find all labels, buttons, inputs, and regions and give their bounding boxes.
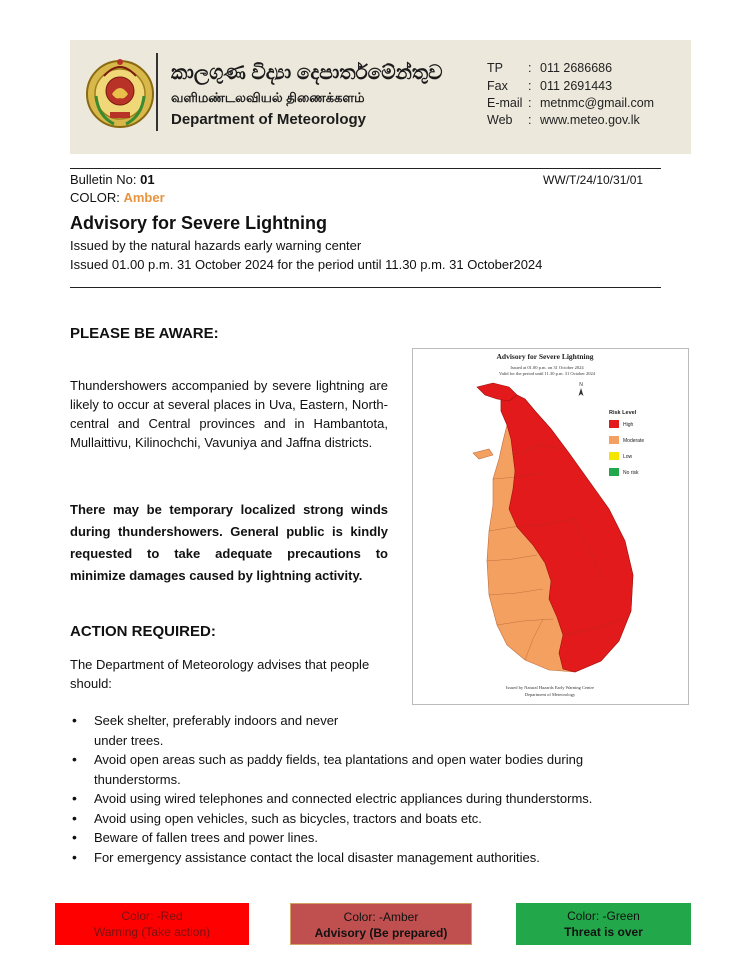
map-footer-issuer: Issued by Natural Hazards Early Warning Centre (505, 685, 595, 690)
contact-value: 011 2686686 (540, 61, 613, 75)
map-legend (609, 420, 644, 476)
legend-swatch-no-risk (609, 468, 619, 476)
bullet-text: Avoid using wired telephones and connected electric appliances during thunderstorms. (94, 791, 593, 806)
contact-value: 011 2691443 (540, 79, 613, 93)
contact-phone (487, 61, 612, 75)
risk-map (412, 348, 689, 705)
sri-lanka-emblem-icon (84, 54, 156, 134)
bulletin-reference: WW/T/24/10/31/01 (543, 173, 644, 187)
north-arrow-icon (579, 388, 584, 396)
contact-value[interactable]: www.meteo.gov.lk (540, 113, 640, 127)
bulletin-value: 01 (140, 172, 155, 187)
bullet-text: Seek shelter, preferably indoors and never under trees. (94, 713, 339, 748)
bulletin-label: Bulletin No: (70, 172, 137, 187)
list-item (70, 750, 670, 789)
bottom-rule (70, 287, 661, 288)
contact-sep: : (528, 113, 532, 127)
bullet-text: Avoid using open vehicles, such as bicycles, tractors and boats etc. (94, 810, 482, 826)
action-heading: ACTION REQUIRED: (70, 623, 216, 640)
bulletin-number (70, 172, 155, 187)
hazard-description: Thundershowers accompanied by severe lightning are likely to occur at several places in Uva, Eastern, North-central and Central provinces and in Hambantota, Mullaittivu, Kilinochchi, Vavuniya and Jaffna districts. (70, 378, 388, 450)
legend-label-low: Low (623, 454, 633, 460)
issued-by: Issued by the natural hazards early warning center (70, 238, 362, 253)
legend-box-color: Color: -Red (121, 909, 183, 923)
bullet-text: Avoid open areas such as paddy fields, tea plantations and open water bodies during thunderstorms. (94, 752, 584, 787)
legend-box-red (55, 903, 249, 945)
precaution-notice: There may be temporary localized strong winds during thundershowers. General public is kindly requested to take adequate precautions to minimize damages caused by lightning activity. (70, 502, 388, 583)
list-item (70, 828, 670, 848)
legend-swatch-high (609, 420, 619, 428)
action-list (70, 711, 670, 867)
list-item (70, 809, 670, 829)
contact-web (487, 113, 640, 127)
legend-swatch-moderate (609, 436, 619, 444)
legend-label-moderate: Moderate (623, 438, 645, 444)
legend-label-high: High (623, 422, 634, 428)
bullet-text: For emergency assistance contact the local disaster management authorities. (94, 849, 540, 865)
color-label: COLOR: (70, 190, 120, 205)
top-rule (70, 168, 661, 169)
issued-period: Issued 01.00 p.m. 31 October 2024 for the period until 11.30 p.m. 31 October2024 (70, 257, 543, 272)
advisory-title: Advisory for Severe Lightning (70, 213, 328, 233)
contact-label: Fax (487, 79, 508, 93)
aware-heading: PLEASE BE AWARE: (70, 325, 219, 342)
list-item (70, 711, 364, 750)
legend-box-meaning: Threat is over (564, 925, 643, 939)
contact-value[interactable]: metnmc@gmail.com (540, 96, 655, 110)
contact-sep: : (528, 61, 532, 75)
map-north-label: N (579, 382, 583, 388)
dept-title-tamil: வளிமண்டலவியல் திணைக்களம் (171, 90, 365, 105)
contact-sep: : (528, 79, 532, 93)
list-item (70, 789, 670, 809)
bullet-text: Beware of fallen trees and power lines. (94, 830, 319, 845)
legend-box-color: Color: -Amber (343, 910, 419, 924)
contact-fax (487, 79, 612, 93)
map-title: Advisory for Severe Lightning (496, 352, 594, 361)
legend-box-green (516, 903, 691, 945)
legend-box-color: Color: -Green (567, 909, 640, 923)
list-item (70, 848, 670, 868)
color-value: Amber (123, 190, 165, 205)
map-issued: Issued at 01.00 p.m. on 31 October 2024 (510, 365, 584, 370)
contact-label: TP (487, 61, 503, 75)
map-valid: Valid for the period until 11.30 p.m. 31 October 2024 (498, 371, 596, 376)
map-legend-title: Risk Level (609, 410, 637, 416)
legend-label-no-risk: No risk (623, 470, 639, 476)
contact-email (487, 96, 654, 110)
action-intro: The Department of Meteorology advises that people should: (70, 657, 370, 691)
contact-label: E-mail (487, 96, 523, 110)
contact-sep: : (528, 96, 532, 110)
contact-label: Web (487, 113, 513, 127)
dept-title-english: Department of Meteorology (171, 111, 367, 128)
header-divider (156, 53, 158, 131)
legend-box-amber (290, 903, 472, 945)
map-region-mannar (473, 449, 493, 459)
legend-swatch-low (609, 452, 619, 460)
map-footer-department: Department of Meteorology (524, 692, 576, 697)
bulletin-color (70, 190, 165, 205)
legend-box-meaning: Warning (Take action) (93, 925, 211, 939)
map-region-jaffna (477, 383, 517, 401)
dept-title-sinhala: කාලගුණ විද්‍යා දෙපාර්තමේන්තුව (171, 62, 443, 84)
legend-box-meaning: Advisory (Be prepared) (314, 926, 448, 940)
